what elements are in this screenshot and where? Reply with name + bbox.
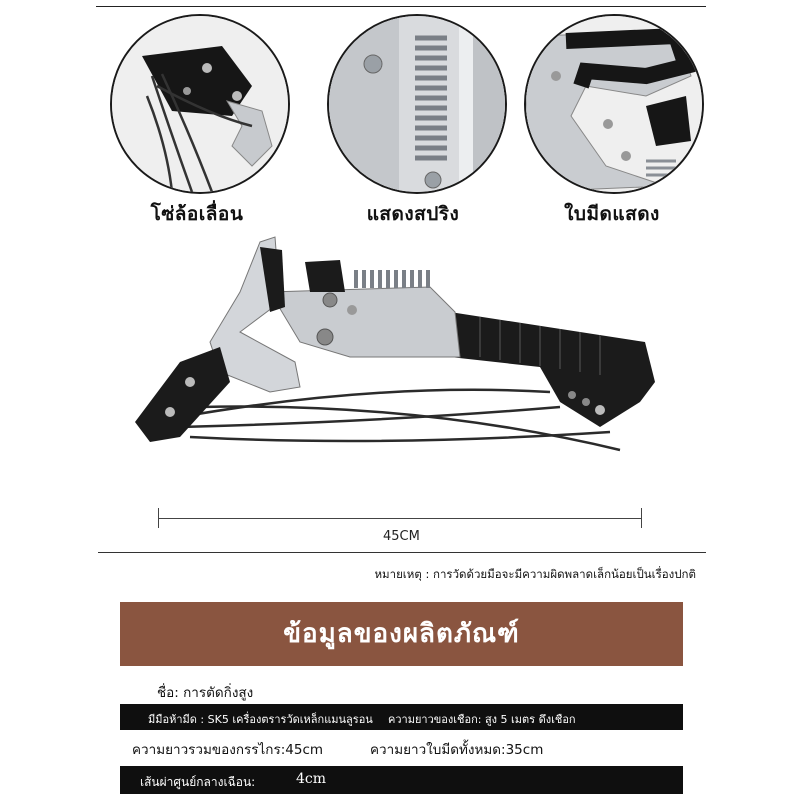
pruner-product-image (120, 232, 680, 462)
spec-rope-length: ความยาวของเชือก: สูง 5 เมตร ดึงเชือก (388, 713, 576, 726)
spec-blade-material: มีมือห้ามีด : SK5 เครื่องตรารวัดเหล็กแมนลูรอน (148, 713, 373, 726)
spring-detail-image (327, 14, 507, 194)
product-info-banner: ข้อมูลของผลิตภัณฑ์ (120, 602, 683, 666)
spec-shear-length: ความยาวรวมของกรรไกร:45cm (132, 742, 324, 758)
pulley-caption: โซ่ล้อเลื่อน (150, 203, 244, 225)
dimension-label: 45CM (383, 529, 420, 544)
spec-center-diameter-label: เส้นผ่าศูนย์กลางเฉือน: (140, 775, 256, 789)
blade-caption: ใบมีดแสดง (564, 203, 660, 225)
separator-rule (98, 552, 706, 553)
spec-dark-row-1 (120, 704, 683, 730)
spec-dark-row-2 (120, 766, 683, 794)
blade-detail-image (524, 14, 704, 194)
dimension-tick-left (158, 508, 159, 528)
spring-caption: แสดงสปริง (366, 203, 460, 225)
dimension-tick-right (641, 508, 642, 528)
spec-blade-length: ความยาวใบมีดทั้งหมด:35cm (370, 742, 544, 758)
top-rule (96, 6, 706, 7)
dimension-line (158, 518, 642, 519)
measurement-note: หมายเหตุ : การวัดด้วยมือจะมีความผิดพลาดเล็กน้อยเป็นเรื่องปกติ (374, 567, 696, 581)
pulley-detail-image (110, 14, 290, 194)
spec-center-diameter-value: 4cm (296, 771, 327, 787)
spec-name: ชื่อ: การตัดกิ่งสูง (157, 685, 254, 701)
